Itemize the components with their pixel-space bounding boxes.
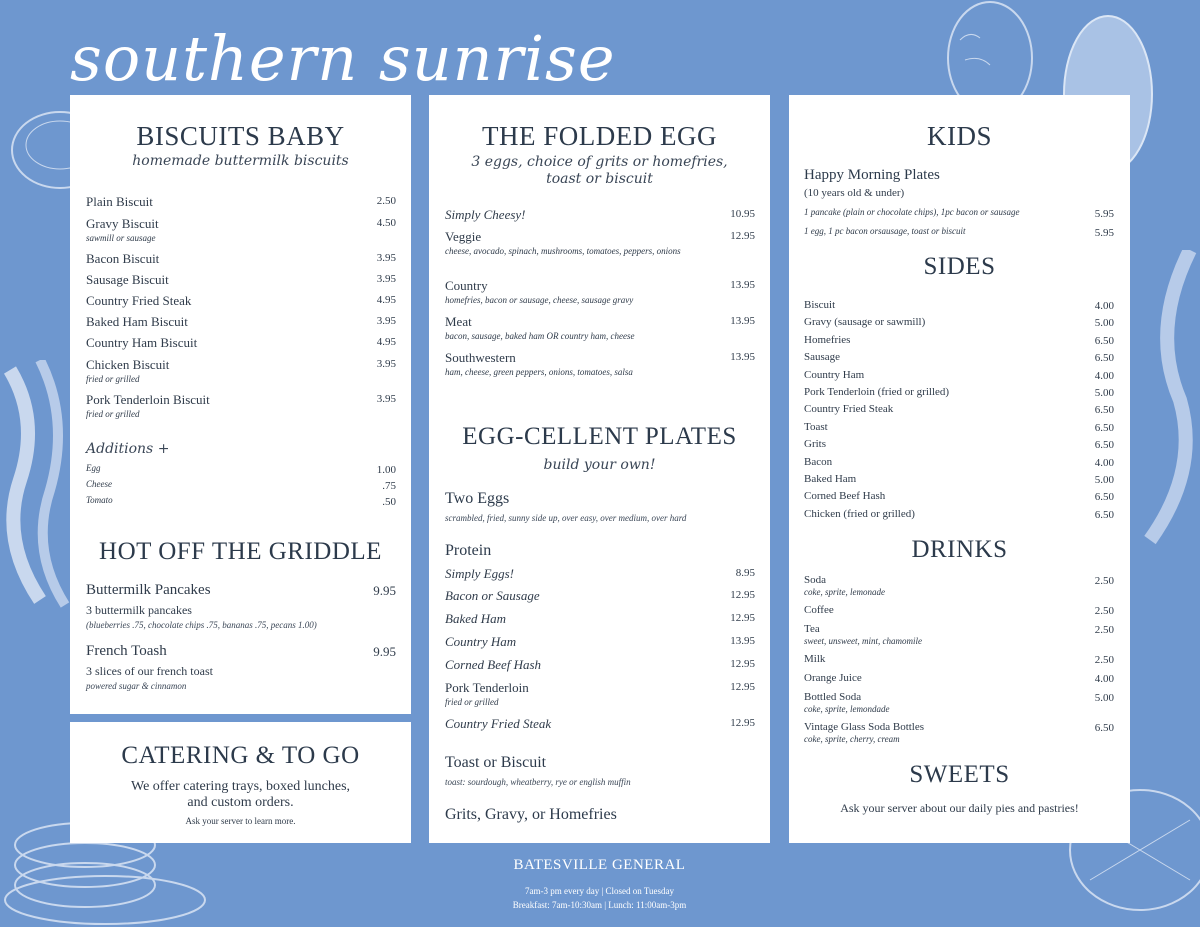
section-title-plates: EGG-CELLENT PLATES [462, 423, 737, 450]
item-price: 2.50 [376, 195, 396, 207]
biscuits-panel [70, 95, 411, 714]
item-price: 5.95 [1094, 208, 1114, 220]
protein-heading: Protein [445, 542, 492, 559]
item-price: 9.95 [373, 583, 396, 598]
item-name: Simply Eggs! [445, 566, 514, 581]
item-desc: coke, sprite, lemondade [804, 704, 890, 714]
section-subtitle-biscuits: homemade buttermilk biscuits [132, 153, 349, 169]
item-price: 6.50 [1094, 491, 1114, 504]
item-name: Country Fried Steak [804, 403, 894, 416]
item-price: 2.50 [1094, 575, 1114, 587]
item-name: Country Ham [445, 634, 517, 649]
item-name: Soda [804, 574, 826, 586]
kids-sides-drinks-panel [789, 95, 1130, 843]
item-line: 3 slices of our french toast [86, 664, 213, 678]
item-name: Veggie [445, 229, 482, 244]
item-name: Pork Tenderloin Biscuit [86, 392, 210, 407]
section-title-griddle: HOT OFF THE GRIDDLE [99, 538, 382, 565]
item-price: 8.95 [735, 567, 755, 579]
item-name: Bacon [804, 455, 833, 468]
item-name: Meat [445, 314, 472, 329]
item-name: Country Fried Steak [86, 293, 192, 308]
hours-line-1: 7am-3 pm every day | Closed on Tuesday [524, 886, 675, 896]
item-name: Sausage Biscuit [86, 272, 169, 287]
item-price: 4.00 [1094, 673, 1114, 685]
item-name: 1 pancake (plain or chocolate chips), 1pc bacon or sausage [804, 207, 1020, 217]
item-price: 4.95 [376, 294, 396, 306]
item-desc: powered sugar & cinnamon [86, 681, 187, 691]
item-price: 4.50 [376, 217, 396, 229]
item-name: Tomato [86, 495, 113, 505]
item-desc: fried or grilled [86, 374, 140, 384]
item-desc: sweet, unsweet, mint, chamomile [804, 636, 922, 646]
item-name: Bacon Biscuit [86, 251, 160, 266]
item-price: 9.95 [373, 644, 396, 659]
item-price: 10.95 [730, 208, 755, 220]
item-desc: coke, sprite, cherry, cream [804, 734, 900, 744]
item-price: 3.95 [376, 252, 396, 264]
item-price: 12.95 [730, 589, 755, 601]
catering-line2: and custom orders. [187, 795, 294, 810]
item-price: 4.95 [376, 336, 396, 348]
item-name: Southwestern [445, 350, 516, 365]
item-name: Egg [86, 463, 101, 473]
item-name: Orange Juice [804, 672, 862, 684]
section-title-kids: KIDS [926, 121, 992, 151]
item-name: Baked Ham Biscuit [86, 314, 188, 329]
item-price: 13.95 [730, 279, 755, 291]
item-name: Grits [804, 438, 826, 451]
item-name: Vintage Glass Soda Bottles [804, 721, 925, 733]
item-price: 6.50 [1094, 352, 1114, 365]
item-desc: coke, sprite, lemonade [804, 587, 885, 597]
toast-heading: Toast or Biscuit [445, 754, 547, 771]
item-name: Pork Tenderloin (fried or grilled) [804, 386, 950, 398]
section-title-sides: SIDES [923, 253, 996, 280]
item-price: 3.95 [376, 273, 396, 285]
item-name: Cheese [86, 479, 112, 489]
item-price: 4.00 [1094, 300, 1114, 312]
folded-egg-panel [429, 95, 770, 843]
item-price: 6.50 [1094, 404, 1114, 417]
section-title-sweets: SWEETS [909, 761, 1010, 788]
item-desc: ham, cheese, green peppers, onions, tomatoes, salsa [445, 367, 633, 377]
item-desc: cheese, avocado, spinach, mushrooms, tomatoes, peppers, onions [445, 246, 681, 256]
item-name: Simply Cheesy! [445, 207, 526, 222]
section-subtitle-folded-egg: 3 eggs, choice of grits or homefries, [471, 154, 728, 170]
item-desc: fried or grilled [86, 409, 140, 419]
item-price: 13.95 [730, 351, 755, 363]
item-name: Sausage [804, 351, 841, 364]
section-subtitle-plates: build your own! [543, 457, 656, 473]
section-title-catering: CATERING & TO GO [121, 742, 360, 769]
item-price: 5.00 [1094, 692, 1114, 704]
item-name: Gravy Biscuit [86, 216, 159, 231]
item-price: 3.95 [376, 358, 396, 370]
item-name: Country Fried Steak [445, 716, 552, 731]
item-name: Coffee [804, 604, 834, 616]
catering-panel [70, 722, 411, 843]
item-line: 3 buttermilk pancakes [86, 603, 192, 617]
item-name: Toast [804, 420, 828, 433]
item-price: 3.95 [376, 393, 396, 405]
item-name: Plain Biscuit [86, 194, 153, 209]
item-name: Country [445, 278, 488, 293]
item-price: 12.95 [730, 612, 755, 624]
item-price: 5.00 [1094, 317, 1114, 330]
item-price: 3.95 [376, 315, 396, 327]
sweets-text: Ask your server about our daily pies and pastries! [840, 801, 1079, 815]
bacon-sketch-icon [1130, 250, 1200, 550]
hours-line-2: Breakfast: 7am-10:30am | Lunch: 11:00am-3pm [512, 900, 687, 910]
item-price: 5.95 [1094, 227, 1114, 239]
two-eggs-desc: scrambled, fried, sunny side up, over easy, over medium, over hard [445, 513, 687, 523]
item-name: 1 egg, 1 pc bacon orsausage, toast or biscuit [804, 226, 966, 236]
toast-desc: toast: sourdough, wheatberry, rye or english muffin [445, 777, 631, 787]
item-desc: (blueberries .75, chocolate chips .75, bananas .75, pecans 1.00) [86, 620, 317, 630]
item-price: 6.50 [1094, 722, 1114, 734]
kids-plates-title: Happy Morning Plates [804, 167, 940, 183]
item-price: 2.50 [1094, 654, 1114, 666]
item-price: 4.00 [1094, 456, 1114, 469]
item-name: Country Ham [804, 368, 865, 381]
item-name: Homefries [804, 333, 851, 346]
item-name: Milk [804, 653, 826, 665]
item-desc: sawmill or sausage [86, 233, 156, 243]
item-price: 12.95 [730, 230, 755, 242]
item-desc: bacon, sausage, baked ham OR country ham, cheese [445, 331, 635, 341]
item-name: Biscuit [804, 299, 836, 311]
item-price: 13.95 [730, 635, 755, 647]
item-price: 6.50 [1094, 439, 1114, 452]
item-name: French Toash [86, 643, 167, 659]
item-name: Tea [804, 623, 820, 635]
item-price: 1.00 [376, 464, 396, 476]
item-price: 2.50 [1094, 605, 1114, 617]
item-price: 6.50 [1094, 334, 1114, 347]
section-subtitle-folded-egg-2: toast or biscuit [546, 171, 653, 187]
kids-plates-note: (10 years old & under) [804, 187, 905, 199]
item-price: 4.00 [1094, 369, 1114, 382]
item-desc: fried or grilled [445, 697, 499, 707]
two-eggs-heading: Two Eggs [445, 490, 510, 507]
catering-line1: We offer catering trays, boxed lunches, [130, 779, 351, 794]
item-price: 2.50 [1094, 624, 1114, 636]
item-price: .75 [382, 480, 396, 492]
grits-heading: Grits, Gravy, or Homefries [445, 806, 617, 823]
item-name: Buttermilk Pancakes [86, 582, 211, 598]
section-title-biscuits: BISCUITS BABY [136, 121, 345, 151]
item-name: Corned Beef Hash [804, 490, 886, 503]
item-price: 6.50 [1094, 508, 1114, 521]
item-name: Chicken (fried or grilled) [804, 507, 915, 520]
item-price: 5.00 [1094, 387, 1114, 399]
item-price: 12.95 [730, 658, 755, 670]
item-name: Bacon or Sausage [445, 588, 540, 603]
item-price: 13.95 [730, 315, 755, 327]
item-price: .50 [382, 496, 396, 508]
item-name: Corned Beef Hash [445, 657, 542, 672]
section-title-drinks: DRINKS [911, 536, 1008, 563]
restaurant-name: BATESVILLE GENERAL [513, 857, 686, 873]
item-price: 12.95 [730, 681, 755, 693]
item-name: Pork Tenderloin [445, 680, 529, 695]
item-price: 12.95 [730, 717, 755, 729]
item-name: Country Ham Biscuit [86, 335, 198, 350]
item-price: 6.50 [1094, 421, 1114, 434]
section-title-folded-egg: THE FOLDED EGG [482, 121, 717, 151]
additions-title: Additions + [86, 441, 170, 457]
item-name: Baked Ham [804, 473, 857, 485]
item-name: Baked Ham [445, 611, 507, 626]
item-name: Chicken Biscuit [86, 357, 170, 372]
item-name: Gravy (sausage or sawmill) [804, 316, 926, 329]
item-name: Bottled Soda [804, 691, 862, 703]
brand-logo: southern sunrise [70, 22, 616, 95]
item-price: 5.00 [1094, 474, 1114, 486]
catering-note: Ask your server to learn more. [185, 816, 296, 826]
item-desc: homefries, bacon or sausage, cheese, sausage gravy [445, 295, 634, 305]
bacon-sketch-icon [0, 360, 75, 610]
